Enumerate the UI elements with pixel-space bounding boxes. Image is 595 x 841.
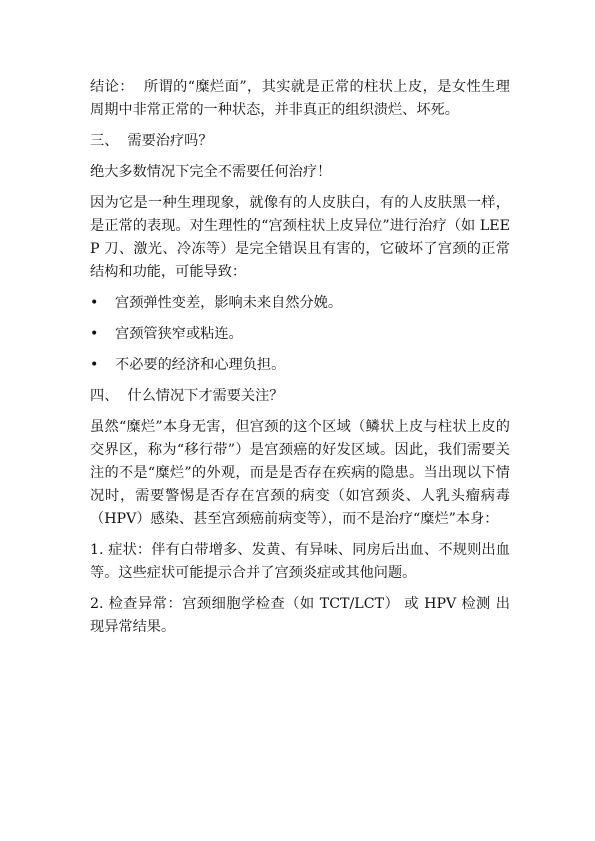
bullet-dot: • [90, 295, 99, 311]
bullet-dot: • [90, 357, 99, 373]
bullet-text: 宫颈管狭窄或粘连。 [115, 326, 243, 342]
bullet-text: 不必要的经济和心理负担。 [115, 357, 286, 373]
bullet-text: 宫颈弹性变差，影响未来自然分娩。 [115, 295, 343, 311]
section-4-paragraph: 虽然“糜烂”本身无害，但宫颈的这个区域（鳞状上皮与柱状上皮的交界区，称为“移行带”）是宫颈癌的好发区域。因此，我们需要关注的不是“糜烂”的外观，而是是否存在疾病的隐患。当出现以下情况时，需要警惕是否存在宫颈的病变（如宫颈炎、人乳头瘤病毒（HPV）感染、甚至宫颈癌前病变等），而不是治疗“糜烂”本身： [90, 419, 510, 527]
bullet-item [90, 323, 510, 346]
document-body [90, 76, 510, 647]
conclusion-paragraph: 结论： 所谓的“糜烂面”，其实就是正常的柱状上皮，是女性生理周期中非常正常的一种状态，并非真正的组织溃烂、坏死。 [90, 79, 510, 118]
numbered-item-2: 2. 检查异常：宫颈细胞学检查（如 TCT/LCT） 或 HPV 检测 出现异常结果。 [90, 596, 510, 635]
numbered-item-1: 1. 症状：伴有白带增多、发黄、有异味、同房后出血、不规则出血等。这些症状可能提示合并了宫颈炎症或其他问题。 [90, 542, 510, 581]
bullet-dot: • [90, 326, 99, 342]
section-3-paragraph: 因为它是一种生理现象，就像有的人皮肤白，有的人皮肤黑一样，是正常的表现。对生理性的“宫颈柱状上皮异位”进行治疗（如 LEEP 刀、激光、冷冻等）是完全错误且有害的，它破坏了宫颈的正常结构和功能，可能导致： [90, 195, 510, 280]
bullet-item [90, 292, 510, 315]
section-4-heading: 四、 什么情况下才需要关注？ [90, 388, 284, 404]
section-3-answer: 绝大多数情况下完全不需要任何治疗！ [90, 164, 332, 180]
section-3-heading: 三、 需要治疗吗？ [90, 133, 213, 149]
bullet-item [90, 354, 510, 377]
